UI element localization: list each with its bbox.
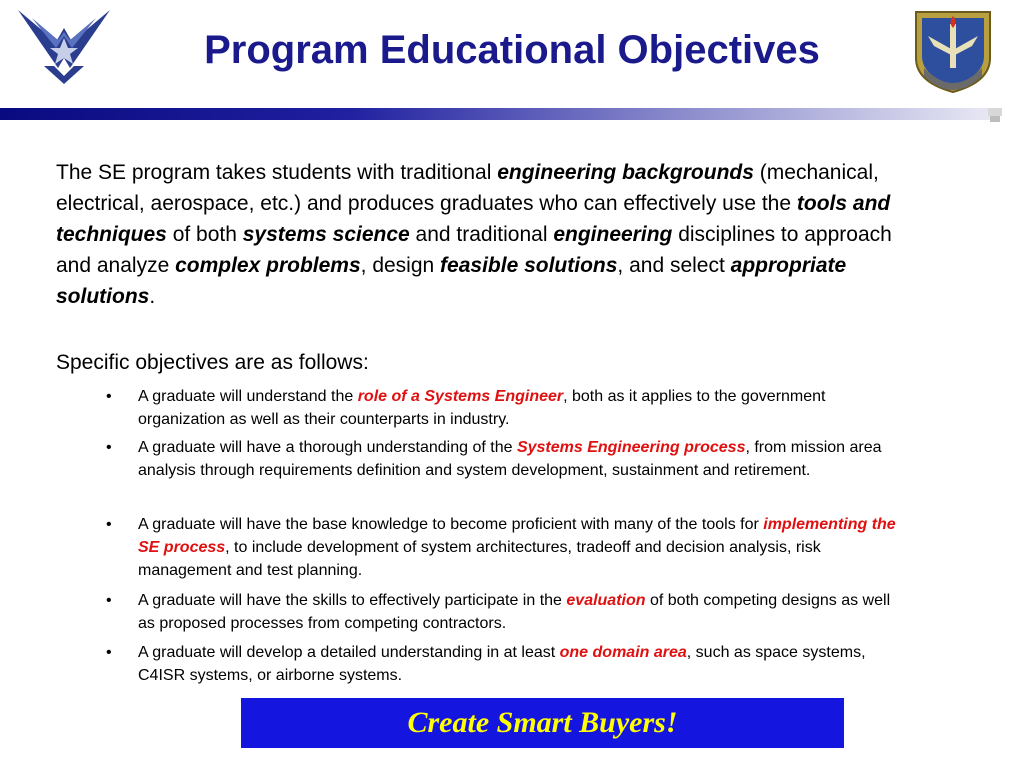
objectives-lead-in: Specific objectives are as follows:: [56, 351, 369, 374]
aetc-shield-icon: [906, 6, 1000, 96]
intro-emphasis: systems science: [242, 223, 410, 246]
intro-emphasis: complex problems: [175, 254, 361, 277]
intro-emphasis: engineering backgrounds: [497, 161, 754, 184]
title-divider: [0, 108, 992, 120]
list-item-text: , such as space systems, C4ISR systems, or airborne systems.: [138, 644, 866, 684]
list-item-text: , both as it applies to the government organization as well as their counterparts in industry.: [138, 388, 826, 428]
bullet-icon: •: [106, 592, 112, 609]
list-item-text: , to include development of system architectures, tradeoff and decision analysis, risk management and test planning.: [138, 539, 821, 579]
intro-paragraph: [56, 157, 906, 312]
list-item: [106, 385, 908, 431]
page-title: Program Educational Objectives: [204, 28, 820, 72]
list-item-emphasis: Systems Engineering process: [516, 439, 746, 456]
list-item-emphasis: implementing the SE process: [138, 516, 896, 556]
list-item: [106, 641, 908, 687]
intro-emphasis: appropriate solutions: [56, 254, 847, 308]
list-item: [106, 589, 908, 635]
list-item: [106, 513, 908, 582]
list-item-text: , from mission area analysis through requirements definition and system development, sustainment and retirement.: [138, 439, 882, 479]
list-item-emphasis: evaluation: [566, 592, 646, 609]
list-item-text: A graduate will have a thorough understanding of the: [138, 439, 517, 456]
list-item-emphasis: role of a Systems Engineer: [357, 388, 564, 405]
list-item-text: A graduate will have the skills to effectively participate in the: [138, 592, 567, 609]
list-item-emphasis: one domain area: [559, 644, 687, 661]
bullet-icon: •: [106, 388, 112, 405]
intro-text: and traditional: [409, 223, 554, 246]
slogan-banner: Create Smart Buyers!: [241, 698, 844, 748]
list-item-text: A graduate will have the base knowledge to become proficient with many of the tools for: [138, 516, 764, 533]
intro-emphasis: engineering: [553, 223, 673, 246]
list-item-text: A graduate will develop a detailed understanding in at least: [138, 644, 560, 661]
divider-endcap: [988, 108, 1002, 116]
intro-emphasis: feasible solutions: [440, 254, 618, 277]
intro-text: , and select: [617, 254, 731, 277]
intro-text: of both: [166, 223, 243, 246]
intro-text: .: [149, 285, 156, 308]
list-item-text: A graduate will understand the: [138, 388, 358, 405]
intro-text: (mechanical, electrical, aerospace, etc.) and produces graduates who can effectively use the: [56, 161, 879, 215]
list-item: [106, 436, 908, 482]
intro-text: The SE program takes students with traditional: [56, 161, 498, 184]
divider-endcap-shadow: [990, 116, 1000, 122]
bullet-icon: •: [106, 439, 112, 456]
bullet-icon: •: [106, 644, 112, 661]
list-item-text: of both competing designs as well as proposed processes from competing contractors.: [138, 592, 891, 632]
intro-text: , design: [360, 254, 441, 277]
intro-emphasis: tools and techniques: [56, 192, 891, 246]
intro-text: disciplines to approach and analyze: [56, 223, 892, 277]
bullet-icon: •: [106, 516, 112, 533]
